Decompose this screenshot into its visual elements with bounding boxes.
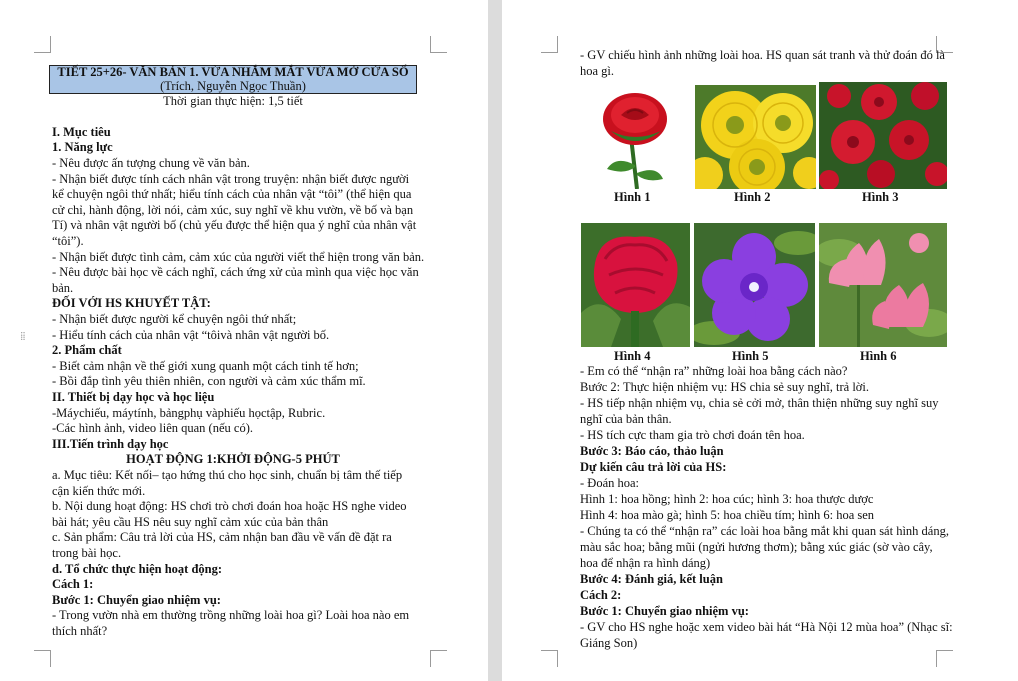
text-line: d. Tổ chức thực hiện hoạt động: [52,562,223,576]
text-line: - GV chiếu hình ảnh những loài hoa. HS quan sát tranh và thử đoán đó là [580,48,945,62]
chrysanthemum-image [695,85,816,189]
figure-caption: Hình 3 [862,190,899,204]
text-line: nghĩ của bản thân. [580,412,672,426]
text-line: Tí) và nhân vật người bố (chủ yếu được thể hiện qua ý nghĩ của nhân vật [52,218,417,232]
text-line: 2. Phẩm chất [52,343,122,357]
crop-mark [936,650,953,667]
text-line: Cách 2: [580,588,622,602]
text-line: III.Tiến trình dạy học [52,437,169,451]
text-line: ĐỐI VỚI HS KHUYẾT TẬT: [52,296,211,310]
figure-caption: Hình 2 [734,190,771,204]
text-line: cận kiến thức mới. [52,484,146,498]
figure-caption: Hình 6 [860,349,897,363]
document-page-left[interactable] [0,0,488,681]
text-line: - Em có thể “nhận ra” những loài hoa bằng cách nào? [580,364,848,378]
page-gutter [488,0,502,681]
text-line: - Hiểu tính cách của nhân vật “tôivà nhân vật người bố. [52,328,330,342]
text-line: Bước 1: Chuyển giao nhiệm vụ: [580,604,749,618]
text-line: Dự kiến câu trả lời của HS: [580,460,727,474]
text-line: bản. [52,281,74,295]
activity-heading: HOẠT ĐỘNG 1:KHỞI ĐỘNG-5 PHÚT [126,452,340,466]
figure-caption: Hình 4 [614,349,651,363]
text-line: thích nhất? [52,624,108,638]
dahlia-image [819,82,947,189]
lesson-subtitle: (Trích, Nguyễn Ngọc Thuần) [160,78,306,93]
text-line: Bước 1: Chuyển giao nhiệm vụ: [52,593,221,607]
text-line: “tôi”). [52,234,84,248]
mexican-petunia-image [694,223,815,347]
text-line: - Nhận biết được người kể chuyện ngôi thứ nhất; [52,312,297,326]
crop-mark [430,36,447,53]
text-line: - Biết cảm nhận về thế giới xung quanh một cách tinh tế hơn; [52,359,359,373]
crop-mark [541,36,558,53]
text-line: Bước 4: Đánh giá, kết luận [580,572,723,586]
text-line: -Máychiếu, máytính, bảngphụ vàphiếu họctập, Rubric. [52,406,326,420]
text-line: c. Sản phẩm: Câu trả lời của HS, cảm nhận ban đầu về vấn đề đặt ra [52,530,392,544]
crop-mark [430,650,447,667]
text-line: hoa để nhận ra hình dáng) [580,556,711,570]
crop-mark [34,36,51,53]
text-line: màu sắc hoa; bằng mũi (ngửi hương thơm); bằng xúc giác (sờ vào cây, [580,540,933,554]
figure-caption: Hình 1 [614,190,651,204]
text-line: Bước 3: Báo cáo, thảo luận [580,444,724,458]
lesson-time: Thời gian thực hiện: 1,5 tiết [163,94,303,108]
text-line: -Các hình ảnh, video liên quan (nếu có). [52,421,253,435]
crop-mark [541,650,558,667]
text-line: Bước 2: Thực hiện nhiệm vụ: HS chia sẻ suy nghĩ, trả lời. [580,380,870,394]
text-line: - HS tích cực tham gia trò chơi đoán tên hoa. [580,428,805,442]
text-line: I. Mục tiêu [52,125,111,139]
text-line: - Nêu được ấn tượng chung về văn bản. [52,156,250,170]
text-line: trong bài học. [52,546,122,560]
drag-handle-icon[interactable]: ⁞⁞ [20,329,25,343]
text-line: - Nêu được bài học về cách nghĩ, cách ứng xử của mình qua việc học văn [52,265,419,279]
figure-caption: Hình 5 [732,349,769,363]
crop-mark [34,650,51,667]
text-line: Giáng Son) [580,636,638,650]
text-line: - Trong vườn nhà em thường trồng những loài hoa gì? Loài hoa nào em [52,608,410,622]
cockscomb-image [581,223,690,347]
text-line: - Nhận biết được tính cách nhân vật trong truyện: nhận biết được người [52,172,410,186]
lotus-image [819,223,947,347]
text-line: - Bồi đắp tình yêu thiên nhiên, con người và cảm xúc thẩm mĩ. [52,374,366,388]
text-line: II. Thiết bị dạy học và học liệu [52,390,215,404]
text-line: - Đoán hoa: [580,476,640,490]
text-line: - GV cho HS nghe hoặc xem video bài hát “Hà Nội 12 mùa hoa” (Nhạc sĩ: [580,620,953,634]
text-line: hoa gì. [580,64,615,78]
text-line: - Chúng ta có thể “nhận ra” các loài hoa bằng mắt khi quan sát hình dáng, [580,524,949,538]
rose-image [581,85,690,189]
text-line: a. Mục tiêu: Kết nối– tạo hứng thú cho học sinh, chuẩn bị tâm thế tiếp [52,468,403,482]
document-page-right[interactable] [502,0,1018,681]
text-line: - HS tiếp nhận nhiệm vụ, chia sẻ cởi mở, thân thiện những suy nghĩ suy [580,396,939,410]
text-line: 1. Năng lực [52,140,113,154]
text-line: kể chuyện ngôi thứ nhất; hiểu tính cách của nhân vật “tôi” (thể hiện qua [52,187,412,201]
text-line: - Nhận biết được tình cảm, cảm xúc của người viết thể hiện trong văn bản. [52,250,425,264]
lesson-title-box [49,65,417,94]
text-line: Hình 4: hoa mào gà; hình 5: hoa chiều tím; hình 6: hoa sen [580,508,875,522]
text-line: bài hát; yêu cầu HS nêu suy nghĩ cảm xúc của bản thân [52,515,329,529]
lesson-title: TIẾT 25+26- VĂN BẢN 1. VỪA NHẮM MẮT VỪA MỞ CỬA SỔ [57,65,409,79]
text-line: cử chỉ, hành động, lời nói, cảm xúc, suy nghĩ về khu vườn, về bố và bạn [52,203,414,217]
text-line: Hình 1: hoa hồng; hình 2: hoa cúc; hình 3: hoa thược dược [580,492,874,506]
text-line: Cách 1: [52,577,94,591]
text-line: b. Nội dung hoạt động: HS chơi trò chơi đoán hoa hoặc HS nghe video [52,499,407,513]
